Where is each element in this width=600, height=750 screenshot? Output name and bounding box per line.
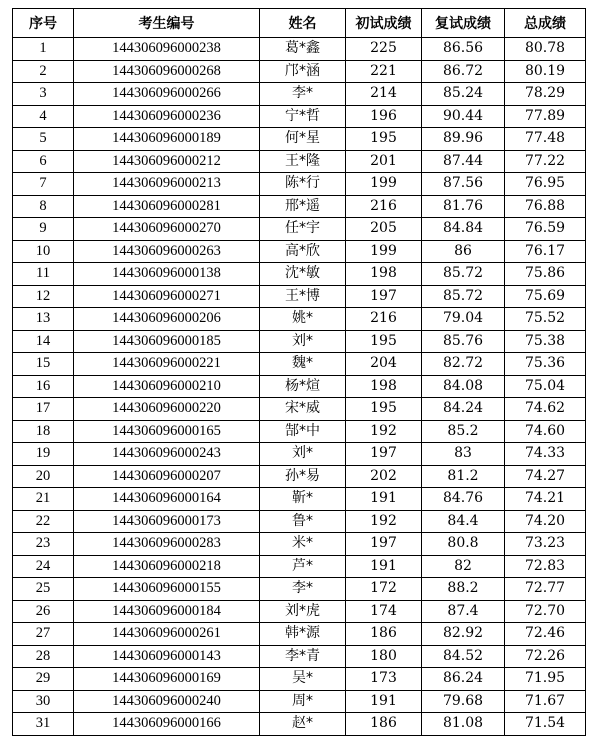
- cell-total-score: 73.23: [505, 533, 586, 556]
- cell-seq: 28: [13, 645, 74, 668]
- cell-initial-score: 173: [346, 668, 422, 691]
- header-name: 姓名: [260, 9, 346, 38]
- cell-retest-score: 85.24: [422, 83, 505, 106]
- cell-initial-score: 197: [346, 443, 422, 466]
- cell-name: 何*星: [260, 128, 346, 151]
- cell-seq: 4: [13, 105, 74, 128]
- cell-seq: 22: [13, 510, 74, 533]
- cell-initial-score: 221: [346, 60, 422, 83]
- cell-name: 周*: [260, 690, 346, 713]
- cell-exam-id: 144306096000212: [74, 150, 260, 173]
- cell-initial-score: 191: [346, 555, 422, 578]
- cell-exam-id: 144306096000271: [74, 285, 260, 308]
- table-row: [13, 600, 586, 623]
- cell-exam-id: 144306096000206: [74, 308, 260, 331]
- cell-retest-score: 85.72: [422, 285, 505, 308]
- table-row: [13, 668, 586, 691]
- cell-initial-score: 180: [346, 645, 422, 668]
- cell-retest-score: 84.24: [422, 398, 505, 421]
- cell-exam-id: 144306096000166: [74, 713, 260, 736]
- cell-name: 刘*: [260, 330, 346, 353]
- cell-seq: 9: [13, 218, 74, 241]
- table-row: [13, 420, 586, 443]
- cell-exam-id: 144306096000155: [74, 578, 260, 601]
- cell-exam-id: 144306096000165: [74, 420, 260, 443]
- table-row: [13, 443, 586, 466]
- cell-initial-score: 196: [346, 105, 422, 128]
- cell-name: 赵*: [260, 713, 346, 736]
- cell-seq: 7: [13, 173, 74, 196]
- cell-retest-score: 80.8: [422, 533, 505, 556]
- table-row: [13, 353, 586, 376]
- cell-seq: 23: [13, 533, 74, 556]
- cell-total-score: 77.48: [505, 128, 586, 151]
- cell-retest-score: 90.44: [422, 105, 505, 128]
- cell-initial-score: 204: [346, 353, 422, 376]
- cell-retest-score: 84.52: [422, 645, 505, 668]
- cell-retest-score: 89.96: [422, 128, 505, 151]
- cell-name: 任*宇: [260, 218, 346, 241]
- cell-seq: 29: [13, 668, 74, 691]
- table-row: [13, 690, 586, 713]
- cell-initial-score: 216: [346, 195, 422, 218]
- cell-seq: 19: [13, 443, 74, 466]
- cell-name: 刘*虎: [260, 600, 346, 623]
- cell-total-score: 77.22: [505, 150, 586, 173]
- cell-exam-id: 144306096000185: [74, 330, 260, 353]
- cell-initial-score: 186: [346, 623, 422, 646]
- score-table: [12, 8, 586, 736]
- cell-name: 鲁*: [260, 510, 346, 533]
- cell-initial-score: 195: [346, 128, 422, 151]
- cell-total-score: 72.70: [505, 600, 586, 623]
- table-row: [13, 83, 586, 106]
- cell-total-score: 75.36: [505, 353, 586, 376]
- cell-exam-id: 144306096000270: [74, 218, 260, 241]
- header-seq: 序号: [13, 9, 74, 38]
- cell-retest-score: 86.56: [422, 38, 505, 61]
- cell-exam-id: 144306096000164: [74, 488, 260, 511]
- cell-initial-score: 205: [346, 218, 422, 241]
- cell-initial-score: 214: [346, 83, 422, 106]
- cell-initial-score: 216: [346, 308, 422, 331]
- cell-initial-score: 198: [346, 263, 422, 286]
- table-row: [13, 308, 586, 331]
- cell-seq: 26: [13, 600, 74, 623]
- cell-seq: 10: [13, 240, 74, 263]
- cell-seq: 31: [13, 713, 74, 736]
- cell-retest-score: 79.04: [422, 308, 505, 331]
- cell-seq: 25: [13, 578, 74, 601]
- cell-name: 王*博: [260, 285, 346, 308]
- cell-total-score: 75.04: [505, 375, 586, 398]
- cell-name: 邝*涵: [260, 60, 346, 83]
- cell-name: 米*: [260, 533, 346, 556]
- cell-name: 葛*鑫: [260, 38, 346, 61]
- cell-name: 高*欣: [260, 240, 346, 263]
- cell-exam-id: 144306096000281: [74, 195, 260, 218]
- cell-seq: 30: [13, 690, 74, 713]
- cell-retest-score: 84.4: [422, 510, 505, 533]
- table-row: [13, 60, 586, 83]
- header-exam-id: 考生编号: [74, 9, 260, 38]
- cell-initial-score: 197: [346, 533, 422, 556]
- cell-seq: 18: [13, 420, 74, 443]
- cell-initial-score: 198: [346, 375, 422, 398]
- cell-total-score: 74.21: [505, 488, 586, 511]
- table-body: [13, 38, 586, 736]
- cell-retest-score: 81.76: [422, 195, 505, 218]
- table-row: [13, 150, 586, 173]
- cell-retest-score: 86: [422, 240, 505, 263]
- cell-exam-id: 144306096000268: [74, 60, 260, 83]
- cell-name: 李*: [260, 83, 346, 106]
- cell-seq: 24: [13, 555, 74, 578]
- cell-initial-score: 202: [346, 465, 422, 488]
- cell-name: 靳*: [260, 488, 346, 511]
- cell-total-score: 75.52: [505, 308, 586, 331]
- cell-initial-score: 201: [346, 150, 422, 173]
- cell-retest-score: 82.72: [422, 353, 505, 376]
- cell-name: 宁*哲: [260, 105, 346, 128]
- header-total-score: 总成绩: [505, 9, 586, 38]
- cell-total-score: 72.77: [505, 578, 586, 601]
- cell-initial-score: 195: [346, 330, 422, 353]
- cell-exam-id: 144306096000220: [74, 398, 260, 421]
- cell-total-score: 72.26: [505, 645, 586, 668]
- cell-seq: 20: [13, 465, 74, 488]
- cell-initial-score: 191: [346, 690, 422, 713]
- cell-initial-score: 174: [346, 600, 422, 623]
- cell-retest-score: 79.68: [422, 690, 505, 713]
- cell-seq: 14: [13, 330, 74, 353]
- cell-initial-score: 191: [346, 488, 422, 511]
- cell-retest-score: 81.2: [422, 465, 505, 488]
- cell-exam-id: 144306096000261: [74, 623, 260, 646]
- cell-name: 王*隆: [260, 150, 346, 173]
- cell-retest-score: 86.24: [422, 668, 505, 691]
- cell-total-score: 71.54: [505, 713, 586, 736]
- cell-name: 宋*威: [260, 398, 346, 421]
- cell-seq: 8: [13, 195, 74, 218]
- header-initial-score: 初试成绩: [346, 9, 422, 38]
- cell-total-score: 76.17: [505, 240, 586, 263]
- table-row: [13, 578, 586, 601]
- cell-exam-id: 144306096000263: [74, 240, 260, 263]
- cell-total-score: 77.89: [505, 105, 586, 128]
- table-row: [13, 488, 586, 511]
- table-row: [13, 195, 586, 218]
- cell-name: 李*: [260, 578, 346, 601]
- table-row: [13, 623, 586, 646]
- cell-initial-score: 192: [346, 510, 422, 533]
- cell-retest-score: 84.76: [422, 488, 505, 511]
- table-row: [13, 713, 586, 736]
- cell-name: 芦*: [260, 555, 346, 578]
- cell-seq: 6: [13, 150, 74, 173]
- cell-total-score: 75.86: [505, 263, 586, 286]
- cell-initial-score: 225: [346, 38, 422, 61]
- header-row: [13, 9, 586, 38]
- cell-retest-score: 87.56: [422, 173, 505, 196]
- table-row: [13, 398, 586, 421]
- cell-initial-score: 199: [346, 173, 422, 196]
- cell-seq: 11: [13, 263, 74, 286]
- cell-exam-id: 144306096000221: [74, 353, 260, 376]
- table-row: [13, 105, 586, 128]
- table-row: [13, 555, 586, 578]
- cell-retest-score: 84.08: [422, 375, 505, 398]
- cell-name: 陈*行: [260, 173, 346, 196]
- cell-seq: 2: [13, 60, 74, 83]
- cell-total-score: 78.29: [505, 83, 586, 106]
- cell-name: 杨*煊: [260, 375, 346, 398]
- table-row: [13, 645, 586, 668]
- cell-retest-score: 85.72: [422, 263, 505, 286]
- cell-initial-score: 195: [346, 398, 422, 421]
- table-row: [13, 375, 586, 398]
- header-retest-score: 复试成绩: [422, 9, 505, 38]
- cell-initial-score: 172: [346, 578, 422, 601]
- cell-seq: 15: [13, 353, 74, 376]
- cell-total-score: 72.46: [505, 623, 586, 646]
- cell-retest-score: 87.44: [422, 150, 505, 173]
- cell-retest-score: 84.84: [422, 218, 505, 241]
- cell-retest-score: 87.4: [422, 600, 505, 623]
- cell-total-score: 74.27: [505, 465, 586, 488]
- cell-exam-id: 144306096000143: [74, 645, 260, 668]
- table-row: [13, 173, 586, 196]
- cell-retest-score: 85.76: [422, 330, 505, 353]
- cell-total-score: 72.83: [505, 555, 586, 578]
- cell-total-score: 76.88: [505, 195, 586, 218]
- cell-name: 刘*: [260, 443, 346, 466]
- cell-initial-score: 199: [346, 240, 422, 263]
- cell-name: 沈*敏: [260, 263, 346, 286]
- table-header: [13, 9, 586, 38]
- cell-total-score: 75.38: [505, 330, 586, 353]
- cell-total-score: 74.62: [505, 398, 586, 421]
- cell-seq: 12: [13, 285, 74, 308]
- cell-exam-id: 144306096000138: [74, 263, 260, 286]
- cell-seq: 27: [13, 623, 74, 646]
- cell-exam-id: 144306096000240: [74, 690, 260, 713]
- cell-name: 吴*: [260, 668, 346, 691]
- cell-exam-id: 144306096000184: [74, 600, 260, 623]
- cell-exam-id: 144306096000266: [74, 83, 260, 106]
- cell-name: 邢*遥: [260, 195, 346, 218]
- cell-seq: 21: [13, 488, 74, 511]
- cell-seq: 1: [13, 38, 74, 61]
- cell-seq: 16: [13, 375, 74, 398]
- cell-retest-score: 88.2: [422, 578, 505, 601]
- table-row: [13, 128, 586, 151]
- cell-total-score: 74.33: [505, 443, 586, 466]
- cell-name: 郜*中: [260, 420, 346, 443]
- cell-exam-id: 144306096000173: [74, 510, 260, 533]
- cell-seq: 5: [13, 128, 74, 151]
- cell-total-score: 74.60: [505, 420, 586, 443]
- cell-exam-id: 144306096000236: [74, 105, 260, 128]
- table-row: [13, 285, 586, 308]
- cell-retest-score: 85.2: [422, 420, 505, 443]
- cell-retest-score: 82.92: [422, 623, 505, 646]
- table-row: [13, 465, 586, 488]
- table-row: [13, 263, 586, 286]
- cell-exam-id: 144306096000169: [74, 668, 260, 691]
- cell-total-score: 71.95: [505, 668, 586, 691]
- cell-seq: 17: [13, 398, 74, 421]
- cell-seq: 13: [13, 308, 74, 331]
- table-row: [13, 533, 586, 556]
- cell-total-score: 80.19: [505, 60, 586, 83]
- cell-retest-score: 83: [422, 443, 505, 466]
- cell-name: 魏*: [260, 353, 346, 376]
- cell-exam-id: 144306096000210: [74, 375, 260, 398]
- table-row: [13, 330, 586, 353]
- cell-retest-score: 86.72: [422, 60, 505, 83]
- cell-exam-id: 144306096000213: [74, 173, 260, 196]
- cell-seq: 3: [13, 83, 74, 106]
- cell-name: 姚*: [260, 308, 346, 331]
- cell-total-score: 76.95: [505, 173, 586, 196]
- cell-exam-id: 144306096000283: [74, 533, 260, 556]
- cell-total-score: 74.20: [505, 510, 586, 533]
- cell-exam-id: 144306096000207: [74, 465, 260, 488]
- table-row: [13, 510, 586, 533]
- cell-exam-id: 144306096000238: [74, 38, 260, 61]
- table-row: [13, 38, 586, 61]
- cell-name: 韩*源: [260, 623, 346, 646]
- cell-name: 孙*易: [260, 465, 346, 488]
- cell-retest-score: 81.08: [422, 713, 505, 736]
- cell-total-score: 71.67: [505, 690, 586, 713]
- cell-total-score: 76.59: [505, 218, 586, 241]
- cell-exam-id: 144306096000243: [74, 443, 260, 466]
- cell-name: 李*青: [260, 645, 346, 668]
- cell-retest-score: 82: [422, 555, 505, 578]
- table-row: [13, 218, 586, 241]
- cell-initial-score: 192: [346, 420, 422, 443]
- cell-initial-score: 197: [346, 285, 422, 308]
- cell-total-score: 80.78: [505, 38, 586, 61]
- table-row: [13, 240, 586, 263]
- cell-total-score: 75.69: [505, 285, 586, 308]
- cell-exam-id: 144306096000189: [74, 128, 260, 151]
- cell-initial-score: 186: [346, 713, 422, 736]
- cell-exam-id: 144306096000218: [74, 555, 260, 578]
